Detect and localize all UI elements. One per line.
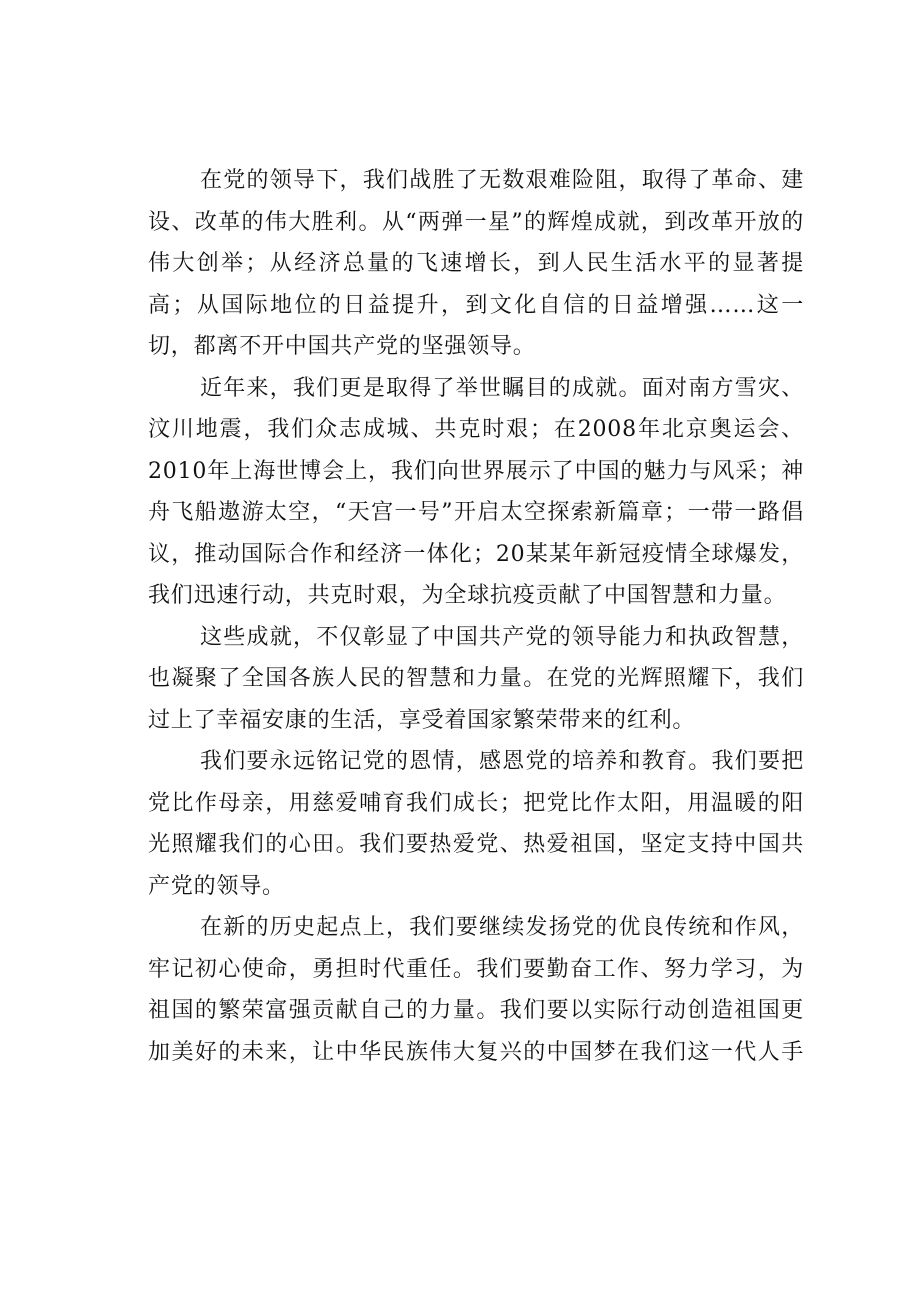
paragraph-3: 这些成就，不仅彰显了中国共产党的领导能力和执政智慧，也凝聚了全国各族人民的智慧和力量。在党的光辉照耀下，我们过上了幸福安康的生活，享受着国家繁荣带来的红利。 (148, 624, 804, 733)
paragraph-2: 近年来，我们更是取得了举世瞩目的成就。面对南方雪灾、汶川地震，我们众志成城、共克时艰；在2008年北京奥运会、2010年上海世博会上，我们向世界展示了中国的魅力与风采；神舟飞船遨游太空，“天宫一号”开启太空探索新篇章；一带一路倡议，推动国际合作和经济一体化；20某某年新冠疫情全球爆发，我们迅速行动，共克时艰，为全球抗疫贡献了中国智慧和力量。 (148, 375, 804, 608)
paragraph-1: 在党的领导下，我们战胜了无数艰难险阻，取得了革命、建设、改革的伟大胜利。从“两弹一星”的辉煌成就，到改革开放的伟大创举；从经济总量的飞速增长，到人民生活水平的显著提高；从国际地位的日益提升，到文化自信的日益增强……这一切，都离不开中国共产党的坚强领导。 (148, 168, 804, 359)
document-body (148, 160, 804, 1073)
paragraph-4: 我们要永远铭记党的恩情，感恩党的培养和教育。我们要把党比作母亲，用慈爱哺育我们成长；把党比作太阳，用温暖的阳光照耀我们的心田。我们要热爱党、热爱祖国，坚定支持中国共产党的领导。 (148, 749, 804, 899)
paragraph-5: 在新的历史起点上，我们要继续发扬党的优良传统和作风，牢记初心使命，勇担时代重任。我们要勤奋工作、努力学习，为祖国的繁荣富强贡献自己的力量。我们要以实际行动创造祖国更加美好的未来，让中华民族伟大复兴的中国梦在我们这一代人手 (148, 915, 804, 1065)
